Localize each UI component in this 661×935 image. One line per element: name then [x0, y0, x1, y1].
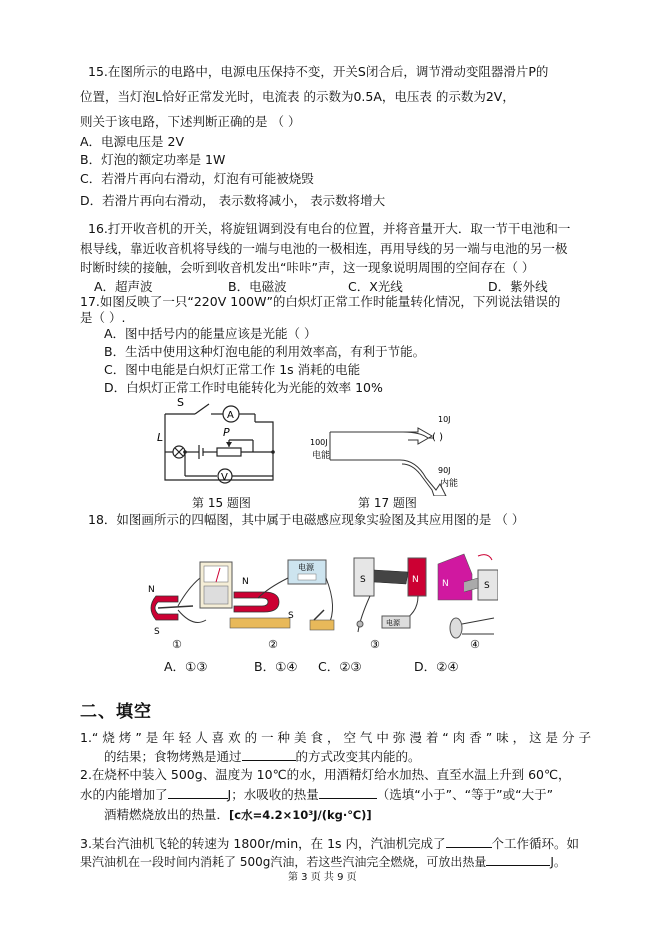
fill1-blank[interactable] — [242, 749, 296, 761]
energy-flow-diagram — [308, 398, 458, 496]
fill1-text-b: 的方式改变其内能的。 — [295, 749, 421, 764]
fill1-line2 — [104, 748, 421, 766]
fill3-blank-2[interactable] — [486, 854, 550, 866]
q15-line1: 15.在图所示的电路中，电源电压保持不变，开关S闭合后，调节滑动变阻器滑片P的 — [88, 64, 549, 79]
svg-text:S: S — [360, 575, 366, 585]
q17-option-b: B．生活中使用这种灯泡电能的利用效率高，有利于节能。 — [104, 344, 426, 359]
fill2-line3 — [104, 806, 372, 824]
figure-2-power-setup — [230, 560, 334, 630]
fill2-blank-2[interactable] — [319, 787, 377, 799]
label-a: A — [227, 410, 234, 421]
label-l: L — [157, 431, 164, 444]
svg-text:N: N — [412, 575, 419, 585]
energy-bottom-label: 内能 — [440, 479, 458, 489]
rheostat-symbol — [217, 448, 241, 456]
fig-label-3: ③ — [370, 638, 380, 650]
q17-option-c: C．图中电能是白炽灯正常工作 1s 消耗的电能 — [104, 362, 361, 377]
q17-option-a: A．图中括号内的能量应该是光能（ ） — [104, 326, 317, 341]
fill1-text-a: 的结果；食物烤熟是通过 — [104, 749, 242, 764]
fill1-line1: 1.“ 烧 烤 ” 是 年 轻 人 喜 欢 的 一 种 美 食 ， 空 气 中 弥 漫 着 “ 肉 香 ” 味 ， 这 是 分 子 — [80, 730, 592, 745]
fig15-caption: 第 15 题图 — [192, 496, 251, 510]
switch-symbol — [195, 404, 209, 414]
fill2-text-a: 水的内能增加了 — [80, 787, 168, 802]
page-footer: 第 3 页 共 9 页 — [288, 872, 357, 883]
q15-option-d: D．若滑片再向右滑动， 表示数将减小， 表示数将增大 — [80, 193, 386, 208]
energy-in-label: 电能 — [312, 451, 331, 461]
q17-line1: 17.如图反映了一只“220V 100W”的白炽灯正常工作时能量转化情况，下列说法错误的 — [80, 294, 561, 309]
q15-line2: 位置，当灯泡L恰好正常发光时，电流表 的示数为0.5A，电压表 的示数为2V， — [80, 89, 515, 104]
q16-option-a: A．超声波 — [94, 279, 153, 294]
q18-option-a: A．①③ — [164, 659, 208, 674]
energy-top-value: 10J — [438, 415, 451, 424]
q15-option-c: C．若滑片再向右滑动，灯泡有可能被烧毁 — [80, 171, 314, 186]
svg-text:N: N — [148, 585, 155, 595]
label-p: P — [223, 426, 230, 439]
fill2-text-d: 酒精燃烧放出的热量． — [104, 807, 230, 822]
label-v: V — [221, 472, 228, 483]
water-specific-heat-formula: [c水=4.2×10³J/(kg·℃)] — [229, 808, 372, 822]
energy-bottom-value: 90J — [438, 466, 451, 475]
fill2-line2 — [80, 786, 553, 804]
fill3-text-a: 3.某台汽油机飞轮的转速为 1800r/min，在 1s 内，汽油机完成了 — [80, 836, 446, 851]
q18-option-c: C．②③ — [318, 659, 362, 674]
fill2-text-c: （选填“小于”、“等于”或“大于” — [376, 787, 554, 802]
figure-1-induction-setup — [148, 562, 232, 637]
circuit-diagram — [155, 392, 290, 494]
figure-4-generator-setup — [438, 554, 498, 638]
q18-option-b: B．①④ — [254, 659, 298, 674]
fig-label-4: ④ — [470, 638, 480, 650]
q15-option-a: A．电源电压是 2V — [80, 134, 185, 149]
q16-line3: 时断时续的接触，会听到收音机发出“咔咔”声，这一现象说明周围的空间存在（ ） — [80, 260, 535, 275]
svg-text:N: N — [442, 579, 449, 589]
svg-text:电源: 电源 — [386, 619, 400, 627]
svg-text:N: N — [242, 577, 249, 587]
fill3-line1 — [80, 835, 579, 853]
fill3-text-d: J。 — [550, 855, 566, 869]
q16-option-c: C．X光线 — [348, 279, 403, 294]
energy-top-bracket: ( ) — [432, 432, 443, 443]
figure-3-magnet-battery-setup — [354, 558, 426, 632]
energy-in-value: 100J — [310, 438, 328, 447]
q15-line3: 则关于该电路，下述判断正确的是 （ ） — [80, 114, 301, 129]
q16-option-b: B．电磁波 — [228, 279, 287, 294]
q15-option-b: B．灯泡的额定功率是 1W — [80, 152, 226, 167]
fig-label-2: ② — [268, 638, 278, 650]
svg-text:S: S — [154, 627, 160, 637]
fig17-caption: 第 17 题图 — [358, 496, 417, 510]
fill2-text-b: J；水吸收的热量 — [227, 787, 319, 802]
q18-line1: 18．如图画所示的四幅图，其中属于电磁感应现象实验图及其应用图的是 （ ） — [88, 512, 525, 527]
label-s: S — [177, 396, 184, 409]
q16-line2: 根导线，靠近收音机将导线的一端与电池的一极相连，再用导线的另一端与电池的另一极 — [80, 241, 568, 256]
fill2-blank-1[interactable] — [168, 787, 228, 799]
fill3-text-b: 个工作循环。如 — [491, 836, 580, 851]
svg-text:S: S — [484, 581, 490, 591]
q16-option-d: D．紫外线 — [488, 279, 548, 294]
svg-text:S: S — [288, 611, 294, 621]
section-title: 二、填空 — [80, 702, 152, 722]
fill2-line1: 2.在烧杯中装入 500g、温度为 10℃的水，用酒精灯给水加热、直至水温上升到 60℃， — [80, 767, 571, 782]
svg-text:电源: 电源 — [298, 563, 314, 572]
q17-line2: 是（ ）. — [80, 310, 126, 325]
fig-label-1: ① — [172, 638, 182, 650]
q18-figures — [138, 548, 498, 650]
q18-option-d: D．②④ — [414, 659, 459, 674]
fill3-blank-1[interactable] — [446, 836, 492, 848]
q17-option-d: D．白炽灯正常工作时电能转化为光能的效率 10% — [104, 380, 383, 395]
fill3-text-c: 果汽油机在一段时间内消耗了 500g汽油，若这些汽油完全燃烧，可放出热量 — [80, 855, 487, 869]
q16-line1: 16.打开收音机的开关，将旋钮调到没有电台的位置，并将音量开大．取一节干电池和一 — [88, 221, 571, 236]
